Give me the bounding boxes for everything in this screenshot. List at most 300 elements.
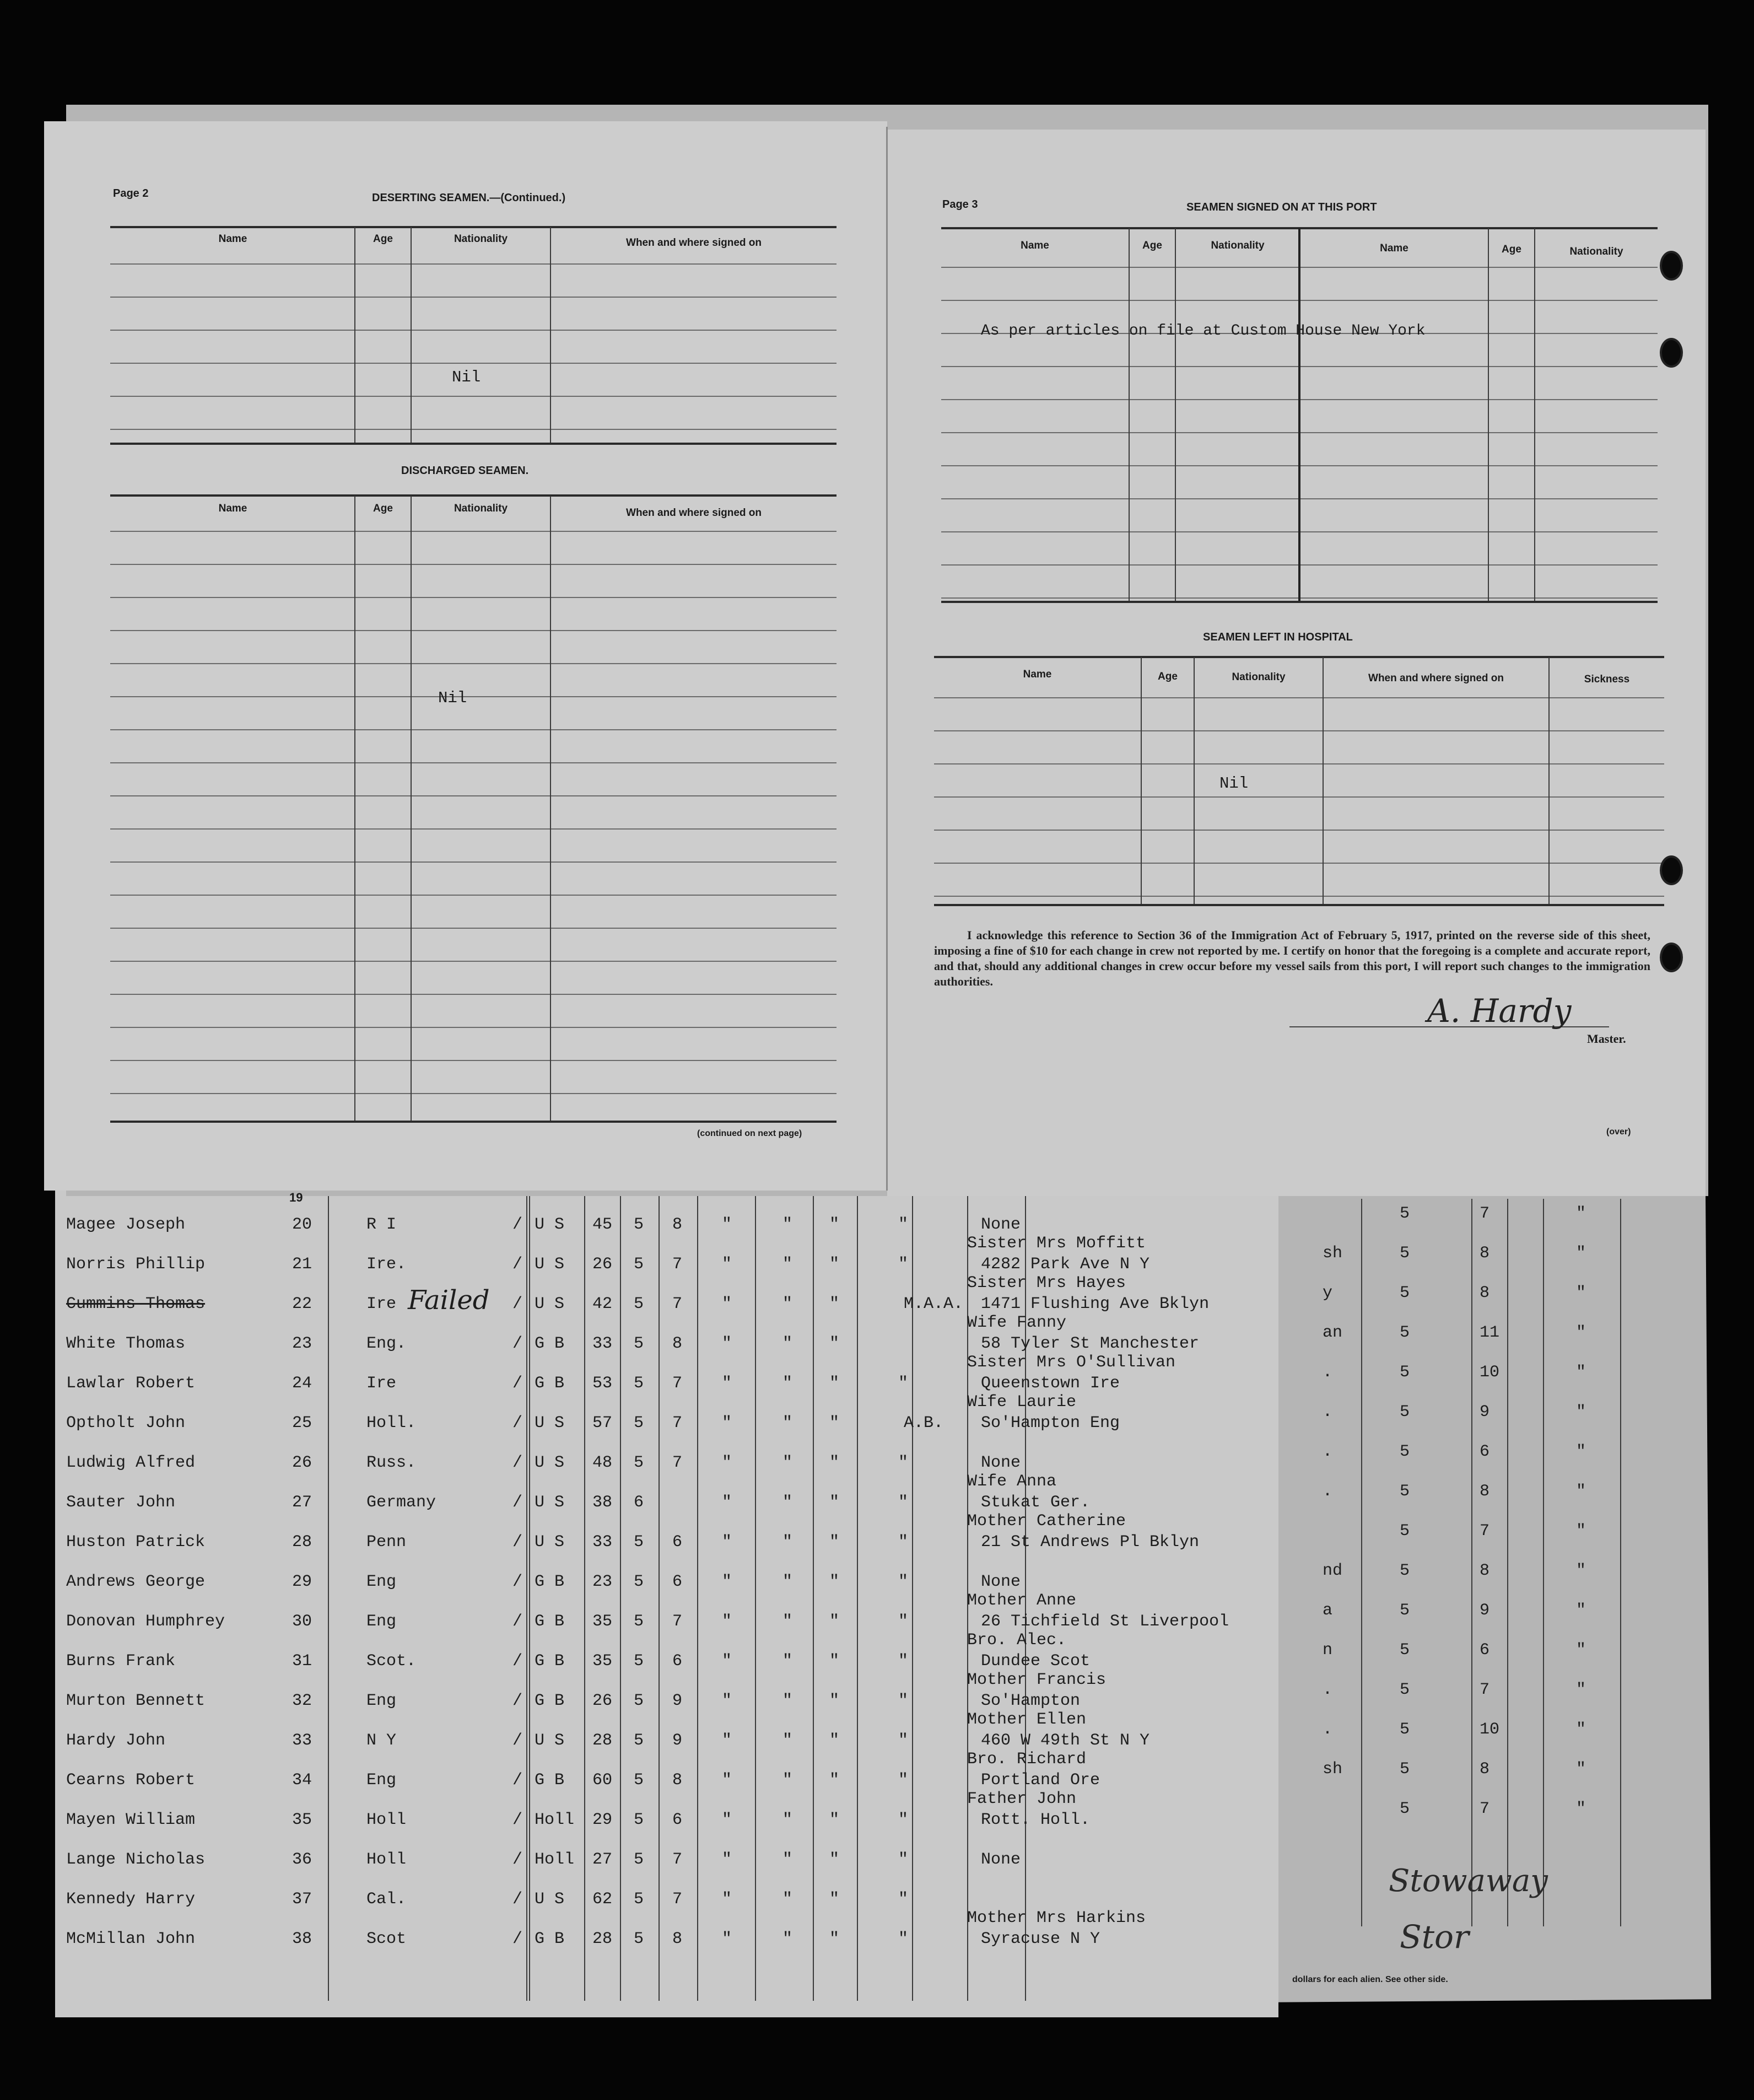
crew-ditto: "	[829, 1295, 840, 1313]
fragment-height-inches: 7	[1480, 1800, 1490, 1818]
fragment-height-inches: 10	[1480, 1363, 1500, 1382]
crew-name: Cearns Robert	[66, 1771, 196, 1790]
crew-ditto: "	[782, 1453, 793, 1472]
crew-relative-line-2: Sister Mrs O'Sullivan	[967, 1353, 1176, 1372]
bottom-fragment-text: dollars for each alien. See other side.	[1292, 1975, 1448, 1984]
crew-name: Donovan Humphrey	[66, 1612, 225, 1631]
crew-line-number: 36	[292, 1850, 312, 1869]
crew-ditto: "	[782, 1334, 793, 1353]
crew-citizenship: G B	[535, 1692, 565, 1710]
crew-name: Sauter John	[66, 1493, 176, 1512]
crew-line-number: 28	[292, 1533, 312, 1552]
fragment-height-feet: 5	[1400, 1800, 1410, 1818]
deserting-col-name: Name	[218, 233, 247, 245]
crew-citizenship: U S	[535, 1493, 565, 1512]
crew-ditto: "	[898, 1850, 909, 1869]
crew-height-inches: 7	[672, 1612, 683, 1631]
fragment-height-inches: 8	[1480, 1482, 1490, 1501]
crew-ditto: "	[898, 1771, 909, 1790]
crew-row	[55, 1285, 1273, 1332]
crew-height-feet: 5	[634, 1573, 644, 1591]
crew-row	[55, 1329, 1273, 1372]
crew-height-inches: 7	[672, 1295, 683, 1313]
crew-ditto: "	[782, 1215, 793, 1234]
fragment-height-inches: 6	[1480, 1442, 1490, 1461]
page-2-label: Page 2	[113, 187, 149, 200]
deserting-table-bottom	[110, 443, 836, 445]
crew-ditto: "	[782, 1295, 793, 1313]
crew-line-number: 25	[292, 1414, 312, 1433]
crew-ditto: "	[782, 1811, 793, 1829]
front-sheet-right	[887, 130, 1706, 1196]
crew-citizenship: Holl	[535, 1850, 575, 1869]
fragment-ditto: "	[1576, 1601, 1586, 1620]
crew-ditto: "	[829, 1731, 840, 1750]
crew-height-feet: 5	[634, 1811, 644, 1829]
crew-tick-mark: /	[512, 1295, 523, 1313]
crew-ditto: "	[829, 1215, 840, 1234]
crew-citizenship: U S	[535, 1533, 565, 1552]
crew-ditto: "	[782, 1612, 793, 1631]
crew-rating: A.B.	[904, 1414, 944, 1433]
crew-tick-mark: /	[512, 1652, 523, 1671]
continued-note: (continued on next page)	[697, 1129, 802, 1138]
signed-col-nationality-1: Nationality	[1211, 240, 1265, 251]
crew-height-feet: 6	[634, 1493, 644, 1512]
crew-name: Magee Joseph	[66, 1215, 186, 1234]
crew-row-19-number: 19	[289, 1191, 303, 1204]
crew-relative-line-1: 26 Tichfield St Liverpool	[981, 1612, 1229, 1631]
crew-name: Hardy John	[66, 1731, 166, 1750]
crew-ditto: "	[722, 1652, 732, 1671]
crew-relative-line-1: Queenstown Ire	[981, 1374, 1120, 1393]
crew-nationality: Holl.	[366, 1414, 417, 1433]
crew-age: 28	[592, 1731, 613, 1750]
hospital-table-bottom	[934, 904, 1664, 906]
fragment-ditto: "	[1576, 1720, 1586, 1739]
crew-name: Andrews George	[66, 1573, 206, 1591]
signed-on-entry: As per articles on file at Custom House New York	[981, 322, 1426, 340]
fragment-text: an	[1323, 1323, 1343, 1342]
hospital-title: SEAMEN LEFT IN HOSPITAL	[1203, 631, 1353, 643]
crew-ditto: "	[722, 1255, 732, 1274]
fragment-text: .	[1323, 1482, 1333, 1501]
fragment-height-feet: 5	[1400, 1244, 1410, 1263]
signed-col-age-2: Age	[1502, 244, 1521, 255]
front-sheet-left	[44, 121, 887, 1191]
crew-ditto: "	[898, 1612, 909, 1631]
deserting-nil: Nil	[452, 368, 481, 386]
crew-name: Burns Frank	[66, 1652, 176, 1671]
crew-relative-line-2: Mother Francis	[967, 1671, 1107, 1689]
crew-height-feet: 5	[634, 1334, 644, 1353]
crew-ditto: "	[829, 1692, 840, 1710]
crew-height-inches: 6	[672, 1652, 683, 1671]
fragment-text: .	[1323, 1363, 1333, 1382]
crew-height-inches: 8	[672, 1334, 683, 1353]
crew-relative-line-1: None	[981, 1850, 1021, 1869]
crew-name: Huston Patrick	[66, 1533, 206, 1552]
crew-name: Ludwig Alfred	[66, 1453, 196, 1472]
crew-relative-line-1: 460 W 49th St N Y	[981, 1731, 1150, 1750]
crew-row	[55, 1527, 1273, 1567]
crew-ditto: "	[722, 1493, 732, 1512]
crew-ditto: "	[722, 1334, 732, 1353]
crew-age: 60	[592, 1771, 613, 1790]
crew-ditto: "	[722, 1850, 732, 1869]
crew-relative-line-2: Mother Catherine	[967, 1512, 1126, 1531]
crew-nationality: Eng	[366, 1612, 397, 1631]
master-signature: A. Hardy	[1427, 992, 1572, 1030]
crew-name: Norris Phillip	[66, 1255, 206, 1274]
discharged-col-nationality: Nationality	[454, 503, 508, 514]
crew-relative-line-2: Wife Laurie	[967, 1393, 1077, 1412]
hospital-col-name: Name	[1023, 669, 1052, 680]
crew-ditto: "	[829, 1890, 840, 1909]
crew-height-feet: 5	[634, 1533, 644, 1552]
crew-height-inches: 8	[672, 1215, 683, 1234]
fragment-text: nd	[1323, 1561, 1343, 1580]
fragment-height-feet: 5	[1400, 1284, 1410, 1302]
crew-tick-mark: /	[512, 1533, 523, 1552]
crew-nationality: Holl	[366, 1850, 407, 1869]
fragment-text: .	[1323, 1403, 1333, 1421]
crew-row	[55, 1646, 1273, 1689]
fragment-height-feet: 5	[1400, 1403, 1410, 1421]
crew-nationality: Eng	[366, 1573, 397, 1591]
crew-nationality: Eng.	[366, 1334, 407, 1353]
crew-name: Kennedy Harry	[66, 1890, 196, 1909]
crew-row	[55, 1567, 1273, 1610]
crew-ditto: "	[898, 1493, 909, 1512]
crew-row	[55, 1765, 1273, 1808]
crew-ditto: "	[898, 1890, 909, 1909]
crew-ditto: "	[722, 1692, 732, 1710]
crew-ditto: "	[829, 1453, 840, 1472]
fragment-text: .	[1323, 1442, 1333, 1461]
crew-height-feet: 5	[634, 1215, 644, 1234]
crew-ditto: "	[722, 1414, 732, 1433]
crew-height-inches: 8	[672, 1771, 683, 1790]
crew-line-number: 32	[292, 1692, 312, 1710]
crew-ditto: "	[782, 1652, 793, 1671]
crew-citizenship: U S	[535, 1295, 565, 1313]
crew-line-number: 27	[292, 1493, 312, 1512]
fragment-ditto: "	[1576, 1760, 1586, 1779]
fragment-text: y	[1323, 1284, 1333, 1302]
crew-line-number: 22	[292, 1295, 312, 1313]
fragment-ditto: "	[1576, 1244, 1586, 1263]
crew-ditto: "	[898, 1573, 909, 1591]
crew-ditto: "	[898, 1255, 909, 1274]
page-3-label: Page 3	[942, 198, 978, 211]
crew-row	[55, 1726, 1273, 1769]
crew-line-number: 20	[292, 1215, 312, 1234]
fragment-height-feet: 5	[1400, 1323, 1410, 1342]
crew-height-feet: 5	[634, 1890, 644, 1909]
crew-height-feet: 5	[634, 1731, 644, 1750]
crew-relative-line-1: So'Hampton	[981, 1692, 1081, 1710]
crew-ditto: "	[829, 1533, 840, 1552]
crew-line-number: 21	[292, 1255, 312, 1274]
fragment-text: n	[1323, 1641, 1333, 1660]
crew-ditto: "	[782, 1731, 793, 1750]
fragment-ditto: "	[1576, 1284, 1586, 1302]
crew-relative-line-2: Mother Ellen	[967, 1710, 1087, 1729]
crew-relative-line-1: 4282 Park Ave N Y	[981, 1255, 1150, 1274]
crew-citizenship: G B	[535, 1334, 565, 1353]
crew-ditto: "	[782, 1414, 793, 1433]
crew-ditto: "	[829, 1493, 840, 1512]
discharged-table-top	[110, 494, 836, 497]
crew-relative-line-2: Bro. Alec.	[967, 1631, 1067, 1650]
crew-height-inches: 7	[672, 1414, 683, 1433]
crew-name: Cummins Thomas	[66, 1295, 206, 1313]
fragment-ditto: "	[1576, 1403, 1586, 1421]
crew-height-feet: 5	[634, 1374, 644, 1393]
crew-relative-line-2: Sister Mrs Moffitt	[967, 1234, 1146, 1253]
crew-relative-line-1: So'Hampton Eng	[981, 1414, 1120, 1433]
crew-height-inches: 8	[672, 1930, 683, 1948]
fragment-text: sh	[1323, 1760, 1343, 1779]
fragment-ditto: "	[1576, 1681, 1586, 1699]
crew-ditto: "	[722, 1374, 732, 1393]
crew-ditto: "	[722, 1811, 732, 1829]
crew-relative-line-1: None	[981, 1215, 1021, 1234]
fragment-height-inches: 6	[1480, 1641, 1490, 1660]
crew-tick-mark: /	[512, 1811, 523, 1829]
crew-age: 28	[592, 1930, 613, 1948]
crew-citizenship: G B	[535, 1374, 565, 1393]
crew-ditto: "	[898, 1215, 909, 1234]
crew-height-inches: 6	[672, 1811, 683, 1829]
crew-relative-line-2: Bro. Richard	[967, 1750, 1087, 1769]
crew-relative-line-2: Sister Mrs Hayes	[967, 1274, 1126, 1293]
crew-ditto: "	[722, 1731, 732, 1750]
crew-relative-line-1: None	[981, 1573, 1021, 1591]
crew-row	[55, 1805, 1273, 1845]
crew-age: 57	[592, 1414, 613, 1433]
fragment-ditto: "	[1576, 1800, 1586, 1818]
crew-age: 53	[592, 1374, 613, 1393]
discharged-seamen-title: DISCHARGED SEAMEN.	[401, 465, 529, 477]
fragment-text: sh	[1323, 1244, 1343, 1263]
fragment-ditto: "	[1576, 1482, 1586, 1501]
crew-height-inches: 6	[672, 1573, 683, 1591]
crew-name: McMillan John	[66, 1930, 196, 1948]
acknowledgement-text: I acknowledge this reference to Section 36 of the Immigration Act of February 5, 1917, printed on the reverse side of this sheet, imposing a fine of $10 for each change in crew not reported by me. I certify on honor that the foregoing is a complete and accurate report, and that, should any additional changes in crew occur before my vessel sails from this port, I will report such changes to the immigration authorities.	[934, 928, 1650, 988]
crew-tick-mark: /	[512, 1771, 523, 1790]
crew-tick-mark: /	[512, 1850, 523, 1869]
crew-row	[55, 1488, 1273, 1531]
stowaway-note: Stowaway	[1389, 1863, 1548, 1899]
fragment-height-inches: 10	[1480, 1720, 1500, 1739]
fragment-height-feet: 5	[1400, 1681, 1410, 1699]
hospital-col-nationality: Nationality	[1232, 671, 1286, 683]
crew-handwritten-note: Failed	[408, 1285, 490, 1316]
discharged-col-age: Age	[373, 503, 393, 514]
crew-ditto: "	[722, 1612, 732, 1631]
signed-on-table-bottom	[941, 601, 1658, 603]
signed-col-age-1: Age	[1142, 240, 1162, 251]
punch-hole	[1660, 855, 1683, 885]
fragment-text: .	[1323, 1681, 1333, 1699]
crew-relative-line-2: Father John	[967, 1790, 1077, 1808]
fragment-ditto: "	[1576, 1442, 1586, 1461]
crew-ditto: "	[782, 1890, 793, 1909]
crew-height-feet: 5	[634, 1414, 644, 1433]
crew-ditto: "	[898, 1453, 909, 1472]
crew-list-rows	[55, 1210, 1273, 1993]
crew-ditto: "	[782, 1692, 793, 1710]
fragment-height-inches: 7	[1480, 1204, 1490, 1223]
crew-height-inches: 6	[672, 1533, 683, 1552]
fragment-height-feet: 5	[1400, 1204, 1410, 1223]
hospital-col-sickness: Sickness	[1584, 674, 1630, 685]
crew-line-number: 33	[292, 1731, 312, 1750]
crew-nationality: Eng	[366, 1771, 397, 1790]
crew-name: Lange Nicholas	[66, 1850, 206, 1869]
fragment-height-feet: 5	[1400, 1760, 1410, 1779]
crew-ditto: "	[722, 1453, 732, 1472]
crew-name: Mayen William	[66, 1811, 196, 1829]
crew-tick-mark: /	[512, 1692, 523, 1710]
crew-relative-line-1: Stukat Ger.	[981, 1493, 1091, 1512]
crew-nationality: N Y	[366, 1731, 397, 1750]
fragment-height-inches: 9	[1480, 1403, 1490, 1421]
crew-height-feet: 5	[634, 1771, 644, 1790]
discharged-table-bottom	[110, 1121, 836, 1123]
crew-tick-mark: /	[512, 1374, 523, 1393]
crew-relative-line-1: Dundee Scot	[981, 1652, 1091, 1671]
crew-nationality: Holl	[366, 1811, 407, 1829]
fragment-height-inches: 8	[1480, 1244, 1490, 1263]
crew-relative-line-2: Wife Anna	[967, 1472, 1057, 1491]
fragment-ditto: "	[1576, 1641, 1586, 1660]
crew-tick-mark: /	[512, 1414, 523, 1433]
crew-nationality: Eng	[366, 1692, 397, 1710]
punch-hole	[1660, 338, 1683, 368]
crew-ditto: "	[829, 1811, 840, 1829]
crew-citizenship: G B	[535, 1573, 565, 1591]
crew-ditto: "	[898, 1533, 909, 1552]
crew-line-number: 29	[292, 1573, 312, 1591]
signed-col-name-1: Name	[1021, 240, 1049, 251]
crew-age: 27	[592, 1850, 613, 1869]
hospital-table-top	[934, 656, 1664, 658]
crew-ditto: "	[898, 1811, 909, 1829]
crew-line-number: 30	[292, 1612, 312, 1631]
master-label: Master.	[1587, 1032, 1626, 1046]
deserting-table-top	[110, 226, 836, 228]
deserting-header-rule	[110, 263, 836, 265]
crew-name: White Thomas	[66, 1334, 186, 1353]
fragment-height-inches: 7	[1480, 1522, 1490, 1541]
crew-age: 62	[592, 1890, 613, 1909]
fragment-height-inches: 8	[1480, 1760, 1490, 1779]
crew-line-number: 37	[292, 1890, 312, 1909]
fragment-height-inches: 8	[1480, 1561, 1490, 1580]
deserting-col-age: Age	[373, 233, 393, 245]
crew-height-inches: 9	[672, 1731, 683, 1750]
crew-citizenship: U S	[535, 1731, 565, 1750]
crew-age: 26	[592, 1255, 613, 1274]
crew-line-number: 38	[292, 1930, 312, 1948]
crew-ditto: "	[782, 1573, 793, 1591]
crew-height-feet: 5	[634, 1612, 644, 1631]
crew-age: 33	[592, 1334, 613, 1353]
crew-relative-line-1: Rott. Holl.	[981, 1811, 1091, 1829]
crew-age: 35	[592, 1612, 613, 1631]
crew-row	[55, 1607, 1273, 1650]
fragment-height-feet: 5	[1400, 1601, 1410, 1620]
crew-citizenship: Holl	[535, 1811, 575, 1829]
crew-age: 29	[592, 1811, 613, 1829]
crew-ditto: "	[898, 1692, 909, 1710]
discharged-col-when-where: When and where signed on	[626, 507, 762, 519]
crew-relative-line-1: 58 Tyler St Manchester	[981, 1334, 1200, 1353]
deserting-col-nationality: Nationality	[454, 233, 508, 245]
crew-ditto: "	[829, 1255, 840, 1274]
crew-ditto: "	[829, 1930, 840, 1948]
deserting-seamen-title: DESERTING SEAMEN.—(Continued.)	[372, 192, 566, 204]
crew-nationality: Ire	[366, 1295, 397, 1313]
crew-height-inches: 7	[672, 1255, 683, 1274]
crew-ditto: "	[722, 1295, 732, 1313]
crew-nationality: Penn	[366, 1533, 407, 1552]
crew-row	[55, 1408, 1273, 1448]
crew-ditto: "	[829, 1612, 840, 1631]
punch-hole	[1660, 251, 1683, 281]
crew-line-number: 26	[292, 1453, 312, 1472]
crew-row	[55, 1210, 1273, 1253]
crew-tick-mark: /	[512, 1255, 523, 1274]
fragment-height-inches: 7	[1480, 1681, 1490, 1699]
crew-height-feet: 5	[634, 1692, 644, 1710]
crew-tick-mark: /	[512, 1453, 523, 1472]
crew-height-inches: 7	[672, 1453, 683, 1472]
crew-ditto: "	[722, 1930, 732, 1948]
crew-ditto: "	[898, 1930, 909, 1948]
fragment-ditto: "	[1576, 1522, 1586, 1541]
crew-age: 42	[592, 1295, 613, 1313]
crew-age: 26	[592, 1692, 613, 1710]
signed-col-nationality-2: Nationality	[1569, 246, 1623, 257]
crew-tick-mark: /	[512, 1493, 523, 1512]
crew-ditto: "	[782, 1930, 793, 1948]
crew-age: 35	[592, 1652, 613, 1671]
fragment-text: a	[1323, 1601, 1333, 1620]
crew-tick-mark: /	[512, 1930, 523, 1948]
crew-ditto: "	[782, 1533, 793, 1552]
fragment-ditto: "	[1576, 1363, 1586, 1382]
crew-tick-mark: /	[512, 1612, 523, 1631]
fragment-ditto: "	[1576, 1561, 1586, 1580]
discharged-nil: Nil	[438, 689, 467, 707]
crew-age: 23	[592, 1573, 613, 1591]
crew-ditto: "	[782, 1850, 793, 1869]
crew-name: Murton Bennett	[66, 1692, 206, 1710]
fragment-height-feet: 5	[1400, 1482, 1410, 1501]
crew-ditto: "	[898, 1731, 909, 1750]
crew-name: Lawlar Robert	[66, 1374, 196, 1393]
signed-on-title: SEAMEN SIGNED ON AT THIS PORT	[1186, 201, 1377, 213]
fragment-ditto: "	[1576, 1323, 1586, 1342]
crew-ditto: "	[898, 1374, 909, 1393]
crew-name: Optholt John	[66, 1414, 186, 1433]
crew-ditto: "	[898, 1652, 909, 1671]
crew-citizenship: G B	[535, 1652, 565, 1671]
